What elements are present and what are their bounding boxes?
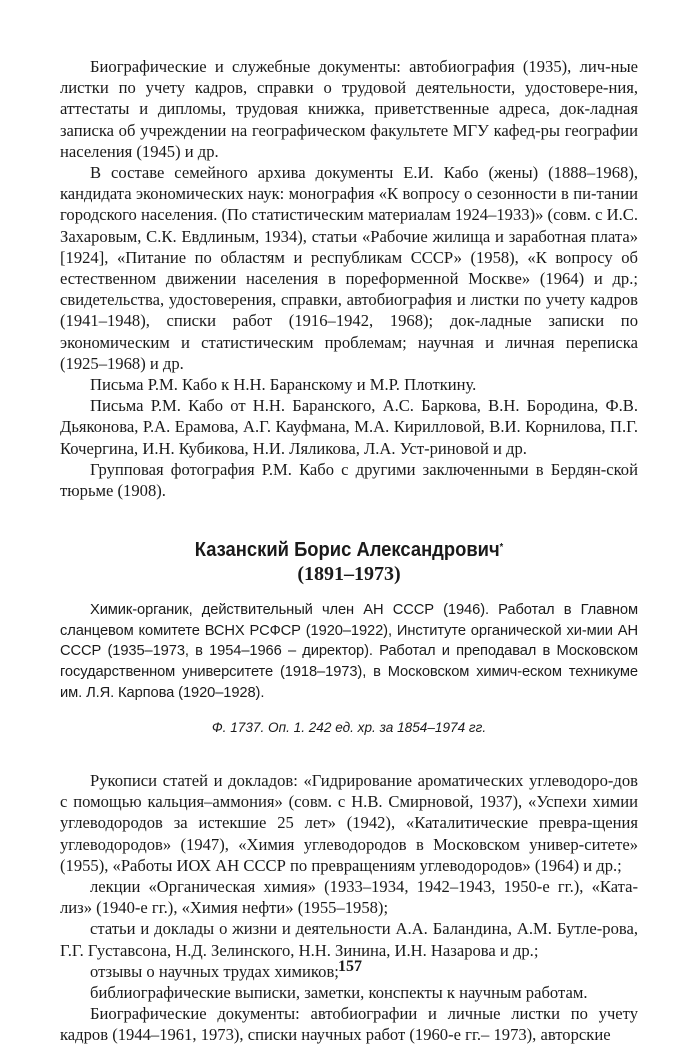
page-number: 157 <box>338 958 362 975</box>
paragraph-reviews: отзывы о научных трудах химиков; <box>90 961 339 981</box>
entry-contents <box>60 770 638 1046</box>
text-column <box>60 56 638 1046</box>
entry-years: (1891–1973) <box>297 563 401 586</box>
fond-reference: Ф. 1737. Оп. 1. 242 ед. хр. за 1854–1974 гг. <box>211 719 487 735</box>
entry-heading <box>60 538 638 586</box>
paragraph-letters-to: Письма Р.М. Кабо к Н.Н. Баранскому и М.Р. Плоткину. <box>90 375 477 395</box>
paragraph-biographical-documents: Биографические и служебные документы: автобиография (1935), лич-ные листки по учету кадров, справки о трудовой деятельности, удостовере-ния, аттестаты и дипломы, трудовая книжка, приветственные адреса, док-ладная записка об учреждении на географическом факультете МГУ кафед-ры географии населения (1945) и др. <box>60 57 638 161</box>
paragraph-articles: статьи и доклады о жизни и деятельности А.А. Баландина, А.М. Бутле-рова, Г.Г. Густавсона, Н.Д. Зелинского, Н.Н. Зинина, И.Н. Назарова и др.; <box>60 919 638 960</box>
entry-name-text: Казанский Борис Александрович <box>194 539 500 562</box>
paragraph-lectures: лекции «Органическая химия» (1933–1934, 1942–1943, 1950-е гг.), «Ката-лиз» (1940-е гг.), «Химия нефти» (1955–1958); <box>60 876 638 918</box>
paragraph-bibliographic: библиографические выписки, заметки, конспекты к научным работам. <box>90 982 588 1002</box>
paragraph-letters-from: Письма Р.М. Кабо от Н.Н. Баранского, А.С. Баркова, В.Н. Бородина, Ф.В. Дьяконова, Р.А. Ерамова, А.Г. Кауфмана, М.А. Кирилловой, В.И. Корнилова, П.Г. Кочергина, И.Н. Кубикова, Н.И. Ляликова, Л.А. Уст-риновой и др. <box>60 396 638 458</box>
paragraph-group-photo: Групповая фотография Р.М. Кабо с другими заключенными в Бердян-ской тюрьме (1908). <box>60 459 638 501</box>
paragraph-biographical-documents-2: Биографические документы: автобиографии и личные листки по учету кадров (1944–1961, 1973), списки научных работ (1960-е гг.– 1973), авторские <box>60 1004 638 1045</box>
paragraph-manuscripts: Рукописи статей и докладов: «Гидрирование ароматических углеводоро-дов с помощью кальция–аммония» (совм. с Н.В. Смирновой, 1937), «Успехи химии углеводородов за истекшие 25 лет» (1942), «Каталитические превра-щения углеводородов» (1947), «Химия углеводородов в Московском универ-ситете» (1955), «Работы ИОХ АН СССР по превращениям углеводородов» (1964) и др.; <box>60 770 638 875</box>
paragraph-family-archive: В составе семейного архива документы Е.И. Кабо (жены) (1888–1968), кандидата экономических наук: монография «К вопросу о сезонности в пи-тании городского населения. (По статистическим материалам 1924–1933)» (совм. с И.С. Захаровым, С.К. Евдлиным, 1934), статьи «Рабочие жилища и заработная плата» [1924], «Питание по областям и республикам СССР» (1958), «К вопросу об естественном движении населения в пореформенной Москве» (1964) и др.; свидетельства, удостоверения, справки, автобиография и листки по учету кадров (1941–1948), списки работ (1916–1942, 1968); док-ладные записки по экономическим и статистическим проблемам; научная и личная переписка (1925–1968) и др. <box>60 163 638 373</box>
entry-summary: Химик-органик, действительный член АН СССР (1946). Работал в Главном сланцевом комитете ВСНХ РСФСР (1920–1922), Институте органической хи-мии АН СССР (1935–1973, в 1954–1966 – директор). Работал и преподавал в Московском государственном университете (1918–1973), в Московском химич-еском техникуме им. Л.Я. Карпова (1920–1928). <box>60 602 638 701</box>
footnote-mark: * <box>499 542 504 554</box>
entry-name <box>83 538 615 562</box>
